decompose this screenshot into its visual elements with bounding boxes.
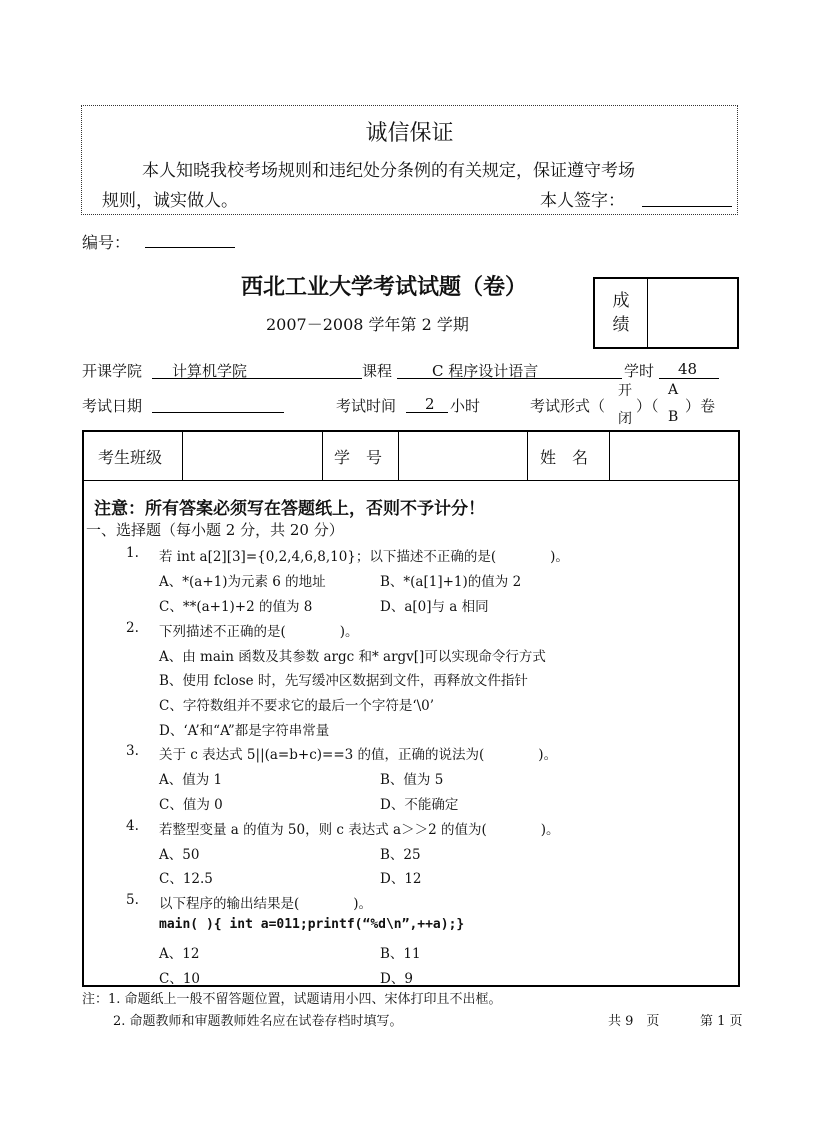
option-b: B、11 [380,946,421,962]
course-label: 课程 [362,362,393,380]
duration-underline [406,412,448,413]
course-value: C 程序设计语言 [432,362,539,380]
option-a: A、由 main 函数及其参数 argc 和* argv[]可以实现命令行方式 [159,649,546,665]
course-underline [397,378,622,379]
score-divider [647,279,648,347]
total-pages: 共 9 页 [608,1014,660,1029]
duration-value: 2 [425,395,435,413]
option-c: C、字符数组并不要求它的最后一个字符是‘\0’ [159,698,435,714]
signature-label: 本人签字： [540,191,625,211]
serial-number-field[interactable] [145,247,235,248]
class-label: 考生班级 [98,448,163,467]
option-c: C、10 [159,971,201,987]
term-line: 2007－2008 学年第 2 学期 [266,315,469,334]
form-closed: 闭 [618,411,632,427]
footer-note-1: 注：1. 命题纸上一般不留答题位置，试题请用小四、宋体打印且不出框。 [82,992,502,1007]
duration-unit: 小时 [450,397,481,415]
question-text: 下列描述不正确的是( )。 [159,624,359,640]
notice: 注意：所有答案必须写在答题纸上，否则不予计分！ [94,499,485,519]
student-id-label: 学 号 [334,448,383,467]
option-c: C、12.5 [159,871,213,887]
question-text: 若整型变量 a 的值为 50，则 c 表达式 a＞＞2 的值为( )。 [159,822,560,838]
exam-date-field[interactable] [152,412,284,413]
name-field[interactable] [611,432,737,480]
exam-date-label: 考试日期 [82,397,143,415]
hours-value: 48 [678,360,698,378]
question-number: 1. [126,545,139,561]
option-d: D、12 [380,871,422,887]
hours-label: 学时 [624,362,655,380]
name-label: 姓 名 [540,448,589,467]
college-value: 计算机学院 [172,362,248,380]
page-number: 第 1 页 [700,1014,743,1029]
exam-form-label: 考试形式（ [530,397,606,415]
duration-label: 考试时间 [336,397,397,415]
option-b: B、*(a[1]+1)的值为 2 [380,574,522,590]
option-b: B、使用 fclose 时，先写缓冲区数据到文件，再释放文件指针 [159,673,528,689]
student-info-row [84,432,738,481]
option-d: D、‘A’和“A”都是字符串常量 [159,723,330,739]
form-open: 开 [618,383,632,399]
option-c: C、值为 0 [159,797,223,813]
score-box [593,277,739,349]
option-a: A、值为 1 [159,772,223,788]
cell-divider [322,432,323,480]
cell-divider [398,432,399,480]
cell-divider [609,432,610,480]
option-a: A、*(a+1)为元素 6 的地址 [159,574,326,590]
option-b: B、25 [380,847,421,863]
integrity-statement-line2: 规则，诚实做人。 [102,191,238,211]
cell-divider [527,432,528,480]
question-number: 5. [126,892,139,908]
exam-form-mid: ）（ [636,397,659,415]
student-id-field[interactable] [400,432,526,480]
code-snippet: main( ){ int a=011;printf(“%d\n”,++a);} [159,917,465,932]
footer-note-2: 2. 命题教师和审题教师姓名应在试卷存档时填写。 [113,1014,403,1029]
exam-form-end: ）卷 [685,397,716,415]
class-field[interactable] [184,432,320,480]
integrity-statement-line1: 本人知晓我校考场规则和违纪处分条例的有关规定，保证遵守考场 [142,161,635,181]
serial-number-label: 编号： [82,233,131,252]
option-d: D、a[0]与 a 相同 [380,599,489,615]
cell-divider [182,432,183,480]
college-underline [152,378,362,379]
option-d: D、不能确定 [380,797,459,813]
exam-title: 西北工业大学考试试题（卷） [241,274,528,300]
question-number: 2. [126,620,139,636]
option-a: A、50 [159,847,200,863]
option-d: D、9 [380,971,413,987]
option-b: B、值为 5 [380,772,444,788]
question-number: 3. [126,743,139,759]
question-text: 关于 c 表达式 5||(a=b+c)==3 的值，正确的说法为( )。 [159,747,558,763]
form-b: B [668,409,679,425]
signature-field[interactable] [642,206,732,207]
question-text: 以下程序的输出结果是( )。 [159,896,373,912]
option-c: C、**(a+1)+2 的值为 8 [159,599,313,615]
college-label: 开课学院 [82,362,143,380]
exam-body-box [82,430,740,987]
form-a: A [668,382,679,398]
integrity-title: 诚信保证 [365,121,454,146]
integrity-box [81,105,738,215]
question-number: 4. [126,818,139,834]
option-a: A、12 [159,946,200,962]
question-text: 若 int a[2][3]={0,2,4,6,8,10}；以下描述不正确的是( )。 [159,549,569,565]
section-heading: 一、选择题（每小题 2 分，共 20 分） [86,521,344,539]
hours-underline [659,378,719,379]
score-label: 成绩 [612,291,630,335]
